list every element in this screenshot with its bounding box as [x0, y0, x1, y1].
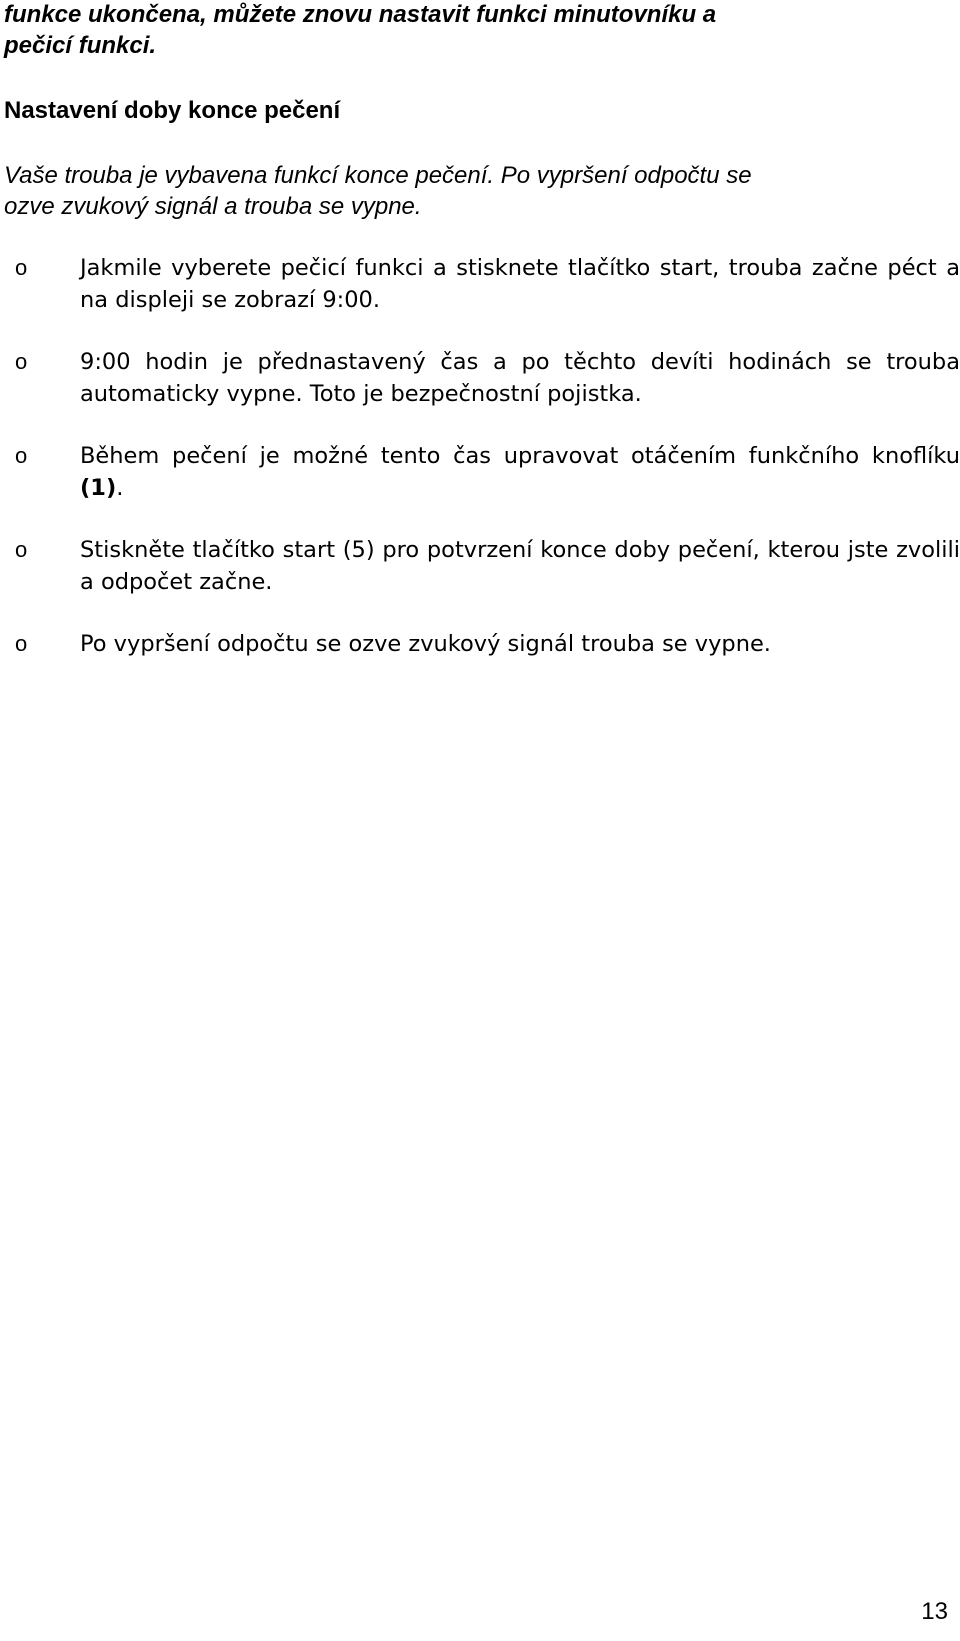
bullet-marker: o — [15, 349, 28, 374]
section-heading: Nastavení doby konce pečení — [4, 97, 341, 124]
continuation-text-line-1: funkce ukončena, můžete znovu nastavit funkci minutovníku a — [4, 1, 717, 28]
continuation-text-line-2: pečicí funkci. — [4, 32, 157, 59]
intro-paragraph-line-2: ozve zvukový signál a trouba se vypne. — [4, 193, 422, 220]
bullet-marker: o — [15, 443, 28, 468]
control-reference: (1) — [80, 475, 117, 501]
list-item-text: Po vypršení odpočtu se ozve zvukový signál trouba se vypne. — [80, 631, 771, 657]
list-item-text: Jakmile vyberete pečicí funkci a stisknete tlačítko start, trouba začne péct a na displeji se zobrazí 9:00. — [80, 255, 960, 313]
bullet-marker: o — [15, 631, 28, 656]
list-item-text: Stiskněte tlačítko start (5) pro potvrzení konce doby pečení, kterou jste zvolili a odpočet začne. — [80, 537, 960, 595]
list-item-text-part: Během pečení je možné tento čas upravovat otáčením funkčního knoflíku — [80, 443, 960, 469]
intro-paragraph-line-1: Vaše trouba je vybavena funkcí konce pečení. Po vypršení odpočtu se — [4, 162, 752, 189]
list-item-text: 9:00 hodin je přednastavený čas a po těchto devíti hodinách se trouba automaticky vypne. Toto je bezpečnostní pojistka. — [80, 349, 960, 407]
list-item-text — [80, 440, 960, 504]
bullet-marker: o — [15, 537, 28, 562]
page-number: 13 — [921, 1598, 948, 1625]
bullet-marker: o — [15, 255, 28, 280]
list-item-text-part: . — [116, 475, 124, 501]
